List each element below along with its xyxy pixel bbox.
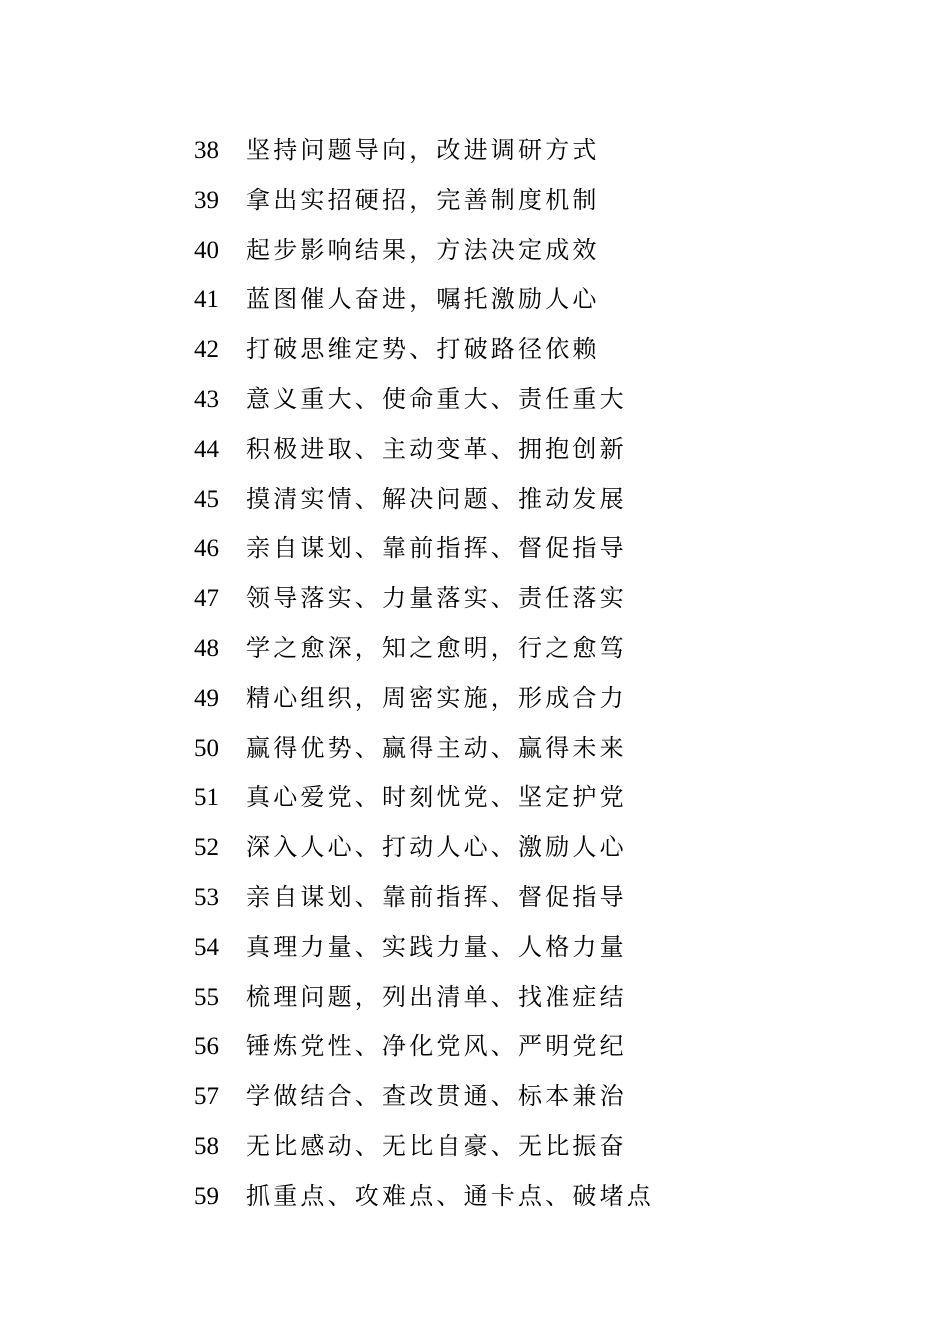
item-number: 43 <box>194 385 219 413</box>
list-item <box>194 773 654 823</box>
item-number: 53 <box>194 883 219 911</box>
item-number: 50 <box>194 734 219 762</box>
item-text: 起步影响结果，方法决定成效 <box>246 235 600 264</box>
list-item <box>194 1122 654 1172</box>
item-text: 亲自谋划、靠前指挥、督促指导 <box>246 882 627 911</box>
list-item <box>194 1022 654 1072</box>
item-number: 49 <box>194 684 219 712</box>
list-item <box>194 126 654 176</box>
list-item <box>194 724 654 774</box>
item-number: 57 <box>194 1083 219 1111</box>
item-number: 45 <box>194 485 219 513</box>
list-item <box>194 275 654 325</box>
item-text: 学做结合、查改贯通、标本兼治 <box>246 1082 627 1111</box>
item-text: 赢得优势、赢得主动、赢得未来 <box>246 733 627 762</box>
item-number: 46 <box>194 535 219 563</box>
item-number: 54 <box>194 933 219 961</box>
item-text: 锤炼党性、净化党风、严明党纪 <box>246 1032 627 1061</box>
item-text: 抓重点、攻难点、通卡点、破堵点 <box>246 1181 654 1210</box>
list-item <box>194 226 654 276</box>
item-text: 真心爱党、时刻忧党、坚定护党 <box>246 783 627 812</box>
item-number: 52 <box>194 834 219 862</box>
item-text: 意义重大、使命重大、责任重大 <box>246 384 627 413</box>
item-text: 真理力量、实践力量、人格力量 <box>246 932 627 961</box>
item-number: 42 <box>194 336 219 364</box>
list-item <box>194 923 654 973</box>
item-number: 58 <box>194 1132 219 1160</box>
list-item <box>194 823 654 873</box>
phrase-list <box>194 126 654 1222</box>
item-number: 41 <box>194 286 219 314</box>
list-item <box>194 176 654 226</box>
item-number: 48 <box>194 634 219 662</box>
item-text: 精心组织，周密实施，形成合力 <box>246 683 627 712</box>
list-item <box>194 624 654 674</box>
item-number: 51 <box>194 784 219 812</box>
item-text: 坚持问题导向，改进调研方式 <box>246 136 600 164</box>
item-number: 38 <box>194 137 219 164</box>
list-item <box>194 524 654 574</box>
list-item <box>194 674 654 724</box>
list-item <box>194 873 654 923</box>
list-item <box>194 375 654 425</box>
item-text: 梳理问题，列出清单、找准症结 <box>246 982 627 1011</box>
item-number: 55 <box>194 983 219 1011</box>
item-text: 亲自谋划、靠前指挥、督促指导 <box>246 534 627 563</box>
item-text: 学之愈深，知之愈明，行之愈笃 <box>246 633 627 662</box>
item-text: 拿出实招硬招，完善制度机制 <box>246 185 600 214</box>
list-item <box>194 1172 654 1222</box>
item-text: 蓝图催人奋进，嘱托激励人心 <box>246 285 600 314</box>
item-number: 47 <box>194 585 219 613</box>
list-item <box>194 425 654 475</box>
item-text: 积极进取、主动变革、拥抱创新 <box>246 434 627 463</box>
item-text: 领导落实、力量落实、责任落实 <box>246 584 627 613</box>
list-item <box>194 973 654 1023</box>
list-item <box>194 574 654 624</box>
item-number: 59 <box>194 1182 219 1210</box>
list-item <box>194 475 654 525</box>
item-text: 打破思维定势、打破路径依赖 <box>246 335 600 364</box>
item-number: 56 <box>194 1033 219 1061</box>
item-number: 40 <box>194 236 219 264</box>
item-text: 深入人心、打动人心、激励人心 <box>246 833 627 862</box>
item-number: 39 <box>194 186 219 214</box>
list-item <box>194 325 654 375</box>
list-item <box>194 1072 654 1122</box>
item-text: 无比感动、无比自豪、无比振奋 <box>246 1131 627 1160</box>
item-number: 44 <box>194 435 219 463</box>
item-text: 摸清实情、解决问题、推动发展 <box>246 484 627 513</box>
